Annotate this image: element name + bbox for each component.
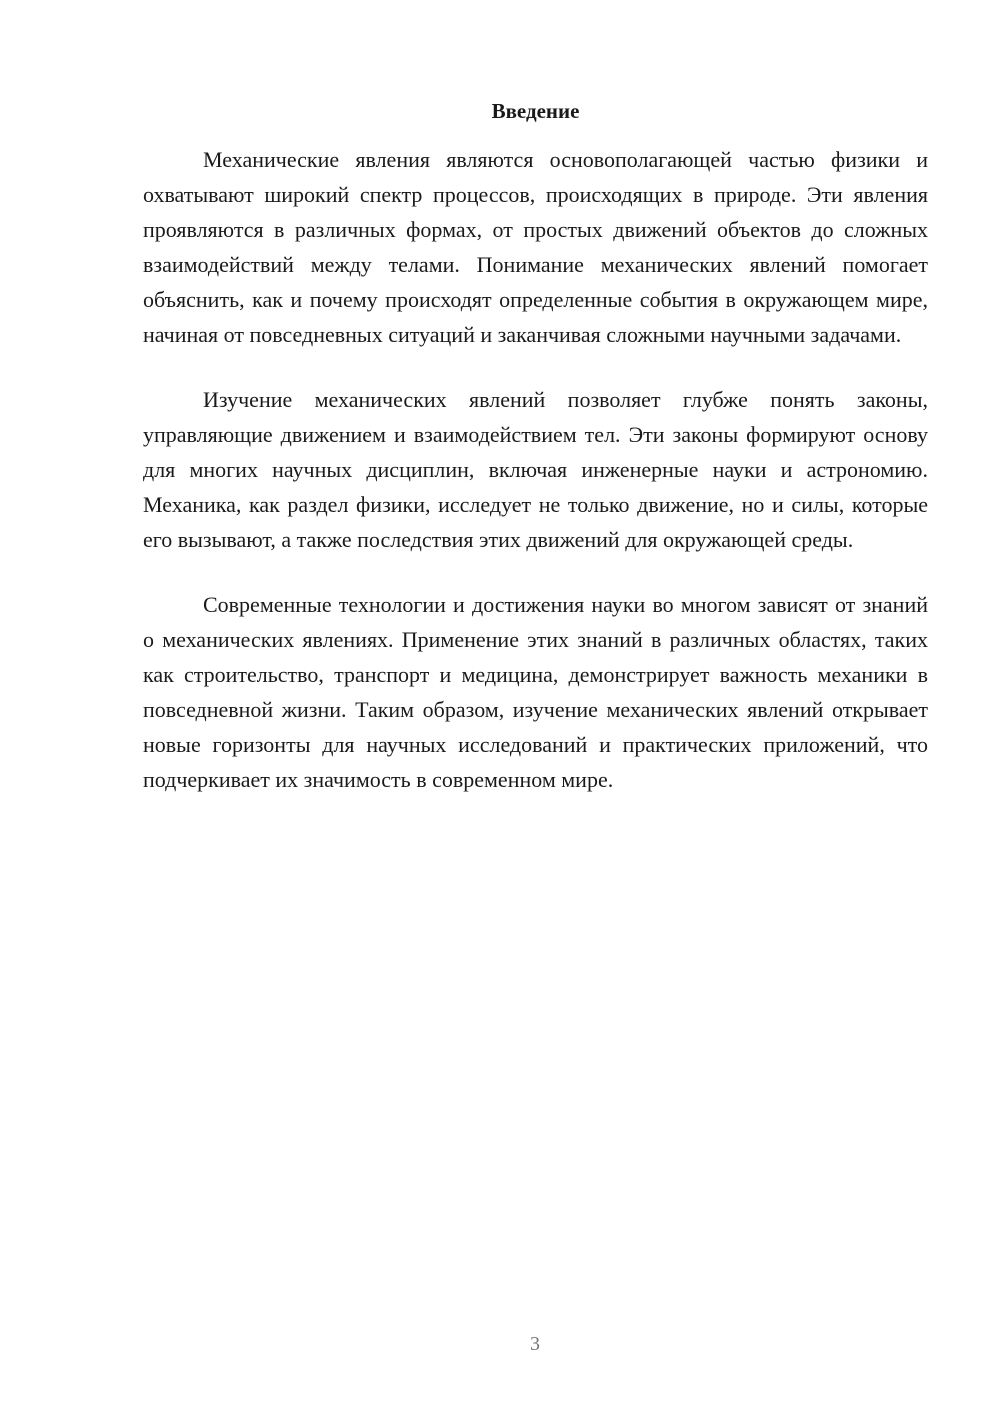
- paragraph-2: Изучение механических явлений позволяет глубже понять законы, управляющие движением и взаимодействием тел. Эти законы формируют основу для многих научных дисциплин, включая инженерные науки и астрономию. Механика, как раздел физики, исследует не только движение, но и силы, которые его вызывают, а также последствия этих движений для окружающей среды.: [143, 387, 928, 552]
- paragraph-3: Современные технологии и достижения науки во многом зависят от знаний о механических явлениях. Применение этих знаний в различных областях, таких как строительство, транспорт и медицина, демонстрирует важность механики в повседневной жизни. Таким образом, изучение механических явлений открывает новые горизонты для научных исследований и практических приложений, что подчеркивает их значимость в современном мире.: [143, 592, 928, 792]
- page-content: [143, 96, 928, 827]
- section-title: Введение: [491, 99, 580, 123]
- page-number: 3: [530, 1333, 540, 1355]
- paragraph-1: Механические явления являются основополагающей частью физики и охватывают широкий спектр процессов, происходящих в природе. Эти явления проявляются в различных формах, от простых движений объектов до сложных взаимодействий между телами. Понимание механических явлений помогает объяснить, как и почему происходят определенные события в окружающем мире, начиная от повседневных ситуаций и заканчивая сложными научными задачами.: [143, 147, 928, 347]
